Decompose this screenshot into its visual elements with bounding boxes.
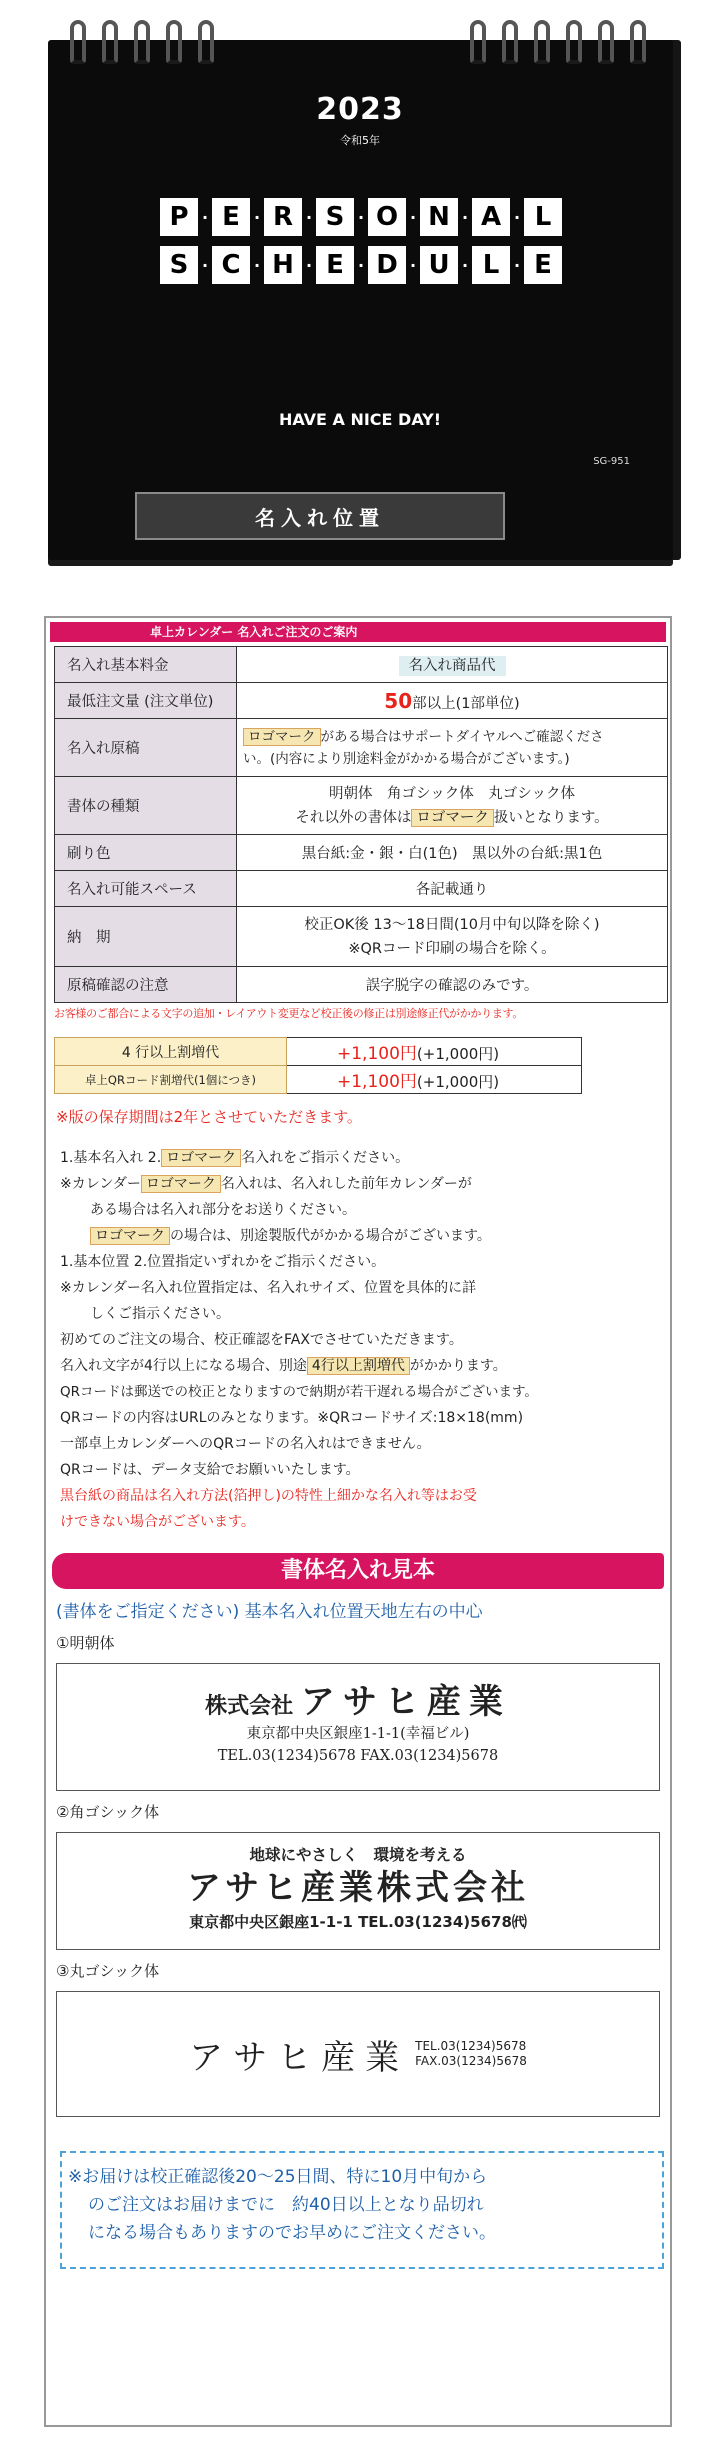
spec-value: 誤字脱字の確認のみです。 bbox=[237, 967, 668, 1003]
spec-value: ロゴマーク がある場合はサポートダイヤルへご確認くださ い。(内容により別途料金がかかる場合がございます。) bbox=[237, 719, 668, 777]
sample-tel: TEL.03(1234)5678 FAX.03(1234)5678 bbox=[217, 1748, 499, 1764]
title-letter: S bbox=[160, 246, 198, 284]
title-letter: D bbox=[368, 246, 406, 284]
spec-value: 校正OK後 13〜18日間(10月中旬以降を除く) ※QRコード印刷の場合を除く。 bbox=[237, 907, 668, 967]
table-row bbox=[55, 1038, 582, 1066]
title-letter: S bbox=[316, 198, 354, 236]
note-line: しくご指示ください。 bbox=[90, 1306, 230, 1322]
spec-value: 各記載通り bbox=[237, 871, 668, 907]
notice-line: ※お届けは校正確認後20〜25日間、特に10月中旬から bbox=[68, 2167, 488, 2187]
note-line: 一部卓上カレンダーへのQRコードの名入れはできません。 bbox=[60, 1436, 431, 1452]
note-line: ※カレンダー ロゴマーク 名入れは、名入れした前年カレンダーが bbox=[60, 1176, 472, 1192]
notice-line: のご注文はお届けまでに 約40日以上となり品切れ bbox=[88, 2195, 484, 2215]
delivery-notice bbox=[60, 2151, 664, 2269]
calendar-year: 2023 bbox=[316, 92, 404, 127]
surcharge-key: 卓上QRコード割増代(1個につき) bbox=[55, 1066, 287, 1094]
title-letter: E bbox=[524, 246, 562, 284]
table-row bbox=[55, 907, 668, 967]
spec-key: 名入れ原稿 bbox=[55, 719, 237, 777]
table-row bbox=[55, 647, 668, 683]
spec-value: 名入れ商品代 bbox=[237, 647, 668, 683]
calendar-product-image bbox=[0, 0, 720, 580]
name-position-box: 名入れ位置 bbox=[135, 492, 505, 540]
spec-key: 原稿確認の注意 bbox=[55, 967, 237, 1003]
spec-table bbox=[54, 646, 668, 1003]
spec-key: 名入れ基本料金 bbox=[55, 647, 237, 683]
table-row bbox=[55, 871, 668, 907]
note-line: 1.基本名入れ 2. ロゴマーク 名入れをご指示ください。 bbox=[60, 1150, 410, 1166]
title-letter: N bbox=[420, 198, 458, 236]
sample-label-maru-gothic: ③丸ゴシック体 bbox=[56, 1962, 160, 1980]
sheet-title: 卓上カレンダー 名入れご注文のご案内 bbox=[50, 622, 666, 642]
title-letter: L bbox=[524, 198, 562, 236]
title-letter: U bbox=[420, 246, 458, 284]
title-letter: L bbox=[472, 246, 510, 284]
sample-company: 株式会社 アサヒ産業 bbox=[205, 1682, 511, 1722]
calendar-tagline: HAVE A NICE DAY! bbox=[278, 410, 442, 429]
samples-heading: 書体名入れ見本 bbox=[52, 1553, 664, 1589]
title-line-1: P · E · R · S · O · N · A · L bbox=[160, 198, 562, 236]
spec-value: 黒台紙:金・銀・白(1色) 黒以外の台紙:黒1色 bbox=[237, 835, 668, 871]
title-line-2: S · C · H · E · D · U · L · E bbox=[160, 246, 562, 284]
spec-value: 50部以上(1部単位) bbox=[237, 683, 668, 719]
surcharge-value: +1,100円(+1,000円) bbox=[287, 1038, 582, 1066]
sample-company: アサヒ産業 bbox=[189, 2037, 410, 2078]
product-code: SG-951 bbox=[593, 456, 630, 467]
note-line: 名入れ文字が4行以上になる場合、別途 4行以上割増代 がかかります。 bbox=[60, 1358, 507, 1374]
sample-maru-gothic bbox=[56, 1991, 660, 2117]
sample-address: 東京都中央区銀座1-1-1(幸福ビル) bbox=[246, 1726, 470, 1742]
binder-rings-right bbox=[470, 20, 646, 64]
surcharge-value: +1,100円(+1,000円) bbox=[287, 1066, 582, 1094]
table-row bbox=[55, 719, 668, 777]
spec-key: 刷り色 bbox=[55, 835, 237, 871]
sample-contact: TEL.03(1234)5678 FAX.03(1234)5678 bbox=[415, 2039, 527, 2068]
note-line: 初めてのご注文の場合、校正確認をFAXでさせていただきます。 bbox=[60, 1332, 463, 1348]
sample-slogan: 地球にやさしく 環境を考える bbox=[249, 1846, 467, 1864]
table-row bbox=[55, 683, 668, 719]
title-letter: C bbox=[212, 246, 250, 284]
surcharge-key: 4 行以上割増代 bbox=[55, 1038, 287, 1066]
title-letter: E bbox=[212, 198, 250, 236]
sample-label-kaku-gothic: ②角ゴシック体 bbox=[56, 1803, 160, 1821]
title-letter: P bbox=[160, 198, 198, 236]
table-row bbox=[55, 777, 668, 835]
spec-key: 納 期 bbox=[55, 907, 237, 967]
note-line: 1.基本位置 2.位置指定いずれかをご指示ください。 bbox=[60, 1254, 386, 1270]
note-line: QRコードは郵送での校正となりますので納期が若干遅れる場合がございます。 bbox=[60, 1384, 538, 1400]
notice-line: になる場合もありますのでお早めにご注文ください。 bbox=[88, 2223, 496, 2243]
note-line: QRコードは、データ支給でお願いいたします。 bbox=[60, 1462, 360, 1478]
title-letter: O bbox=[368, 198, 406, 236]
note-line: ロゴマーク の場合は、別途製版代がかかる場合がございます。 bbox=[60, 1223, 660, 1249]
spec-key: 最低注文量 (注文単位) bbox=[55, 683, 237, 719]
plate-retention-note: ※版の保存期間は2年とさせていただきます。 bbox=[56, 1108, 362, 1126]
sample-company: アサヒ産業株式会社 bbox=[187, 1868, 529, 1908]
spec-value: 明朝体 角ゴシック体 丸ゴシック体 それ以外の書体は ロゴマーク 扱いとなります。 bbox=[237, 777, 668, 835]
note-line: けできない場合がございます。 bbox=[60, 1514, 255, 1530]
spec-key: 名入れ可能スペース bbox=[55, 871, 237, 907]
order-info-sheet bbox=[44, 616, 672, 2427]
table-row bbox=[55, 967, 668, 1003]
title-letter: R bbox=[264, 198, 302, 236]
note-line: ある場合は名入れ部分をお送りください。 bbox=[90, 1202, 356, 1218]
spec-note: お客様のご都合による文字の追加・レイアウト変更など校正後の修正は別途修正代がかかります。 bbox=[54, 1007, 524, 1020]
title-letter: A bbox=[472, 198, 510, 236]
order-notes bbox=[60, 1145, 660, 1535]
sample-address: 東京都中央区銀座1-1-1 TEL.03(1234)5678㈹ bbox=[189, 1913, 527, 1931]
surcharge-table bbox=[54, 1037, 582, 1094]
samples-subheading: (書体をご指定ください) 基本名入れ位置天地左右の中心 bbox=[56, 1602, 483, 1622]
binder-rings-left bbox=[70, 20, 214, 64]
note-line: 黒台紙の商品は名入れ方法(箔押し)の特性上細かな名入れ等はお受 bbox=[60, 1488, 477, 1504]
note-line: QRコードの内容はURLのみとなります。※QRコードサイズ:18×18(mm) bbox=[60, 1410, 524, 1426]
sample-mincho bbox=[56, 1663, 660, 1791]
table-row bbox=[55, 1066, 582, 1094]
sample-label-mincho: ①明朝体 bbox=[56, 1634, 115, 1652]
sample-kaku-gothic bbox=[56, 1832, 660, 1950]
spec-key: 書体の種類 bbox=[55, 777, 237, 835]
table-row bbox=[55, 835, 668, 871]
calendar-era: 令和5年 bbox=[340, 134, 380, 147]
title-letter: H bbox=[264, 246, 302, 284]
title-letter: E bbox=[316, 246, 354, 284]
note-line: ※カレンダー名入れ位置指定は、名入れサイズ、位置を具体的に詳 bbox=[60, 1280, 477, 1296]
